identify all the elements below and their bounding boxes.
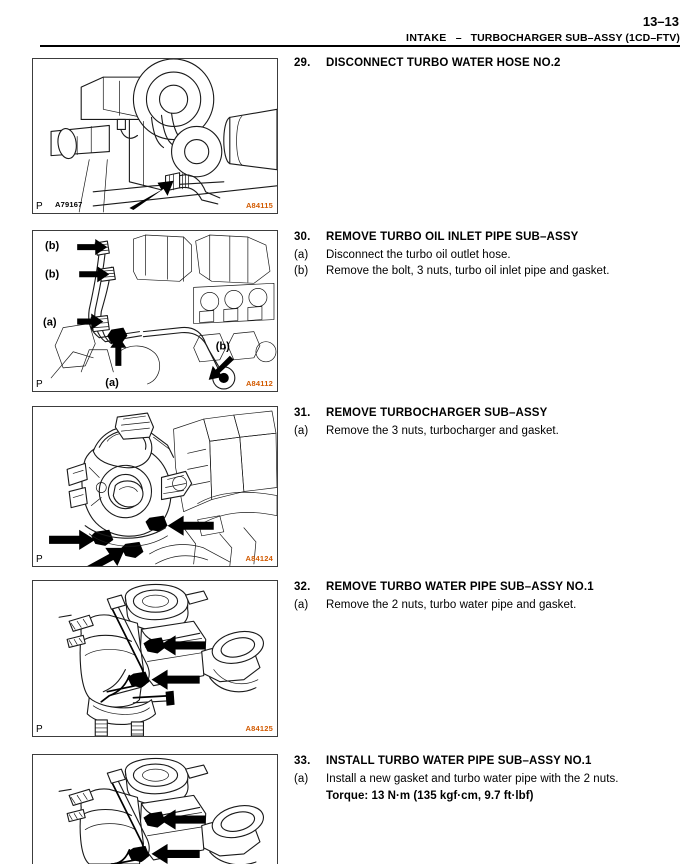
step-heading xyxy=(294,754,687,769)
figure-callout: (b) xyxy=(45,240,60,253)
figure-code-right: A84124 xyxy=(245,554,273,563)
substep-label: (a) xyxy=(294,773,309,785)
figure-callout: (b) xyxy=(45,268,60,281)
substep xyxy=(294,423,687,439)
step-heading xyxy=(294,406,687,421)
figure-code-left: P xyxy=(36,379,43,390)
figure-code-left: P xyxy=(36,554,43,565)
step-number: 29. xyxy=(294,57,311,69)
substep-text: Disconnect the turbo oil outlet hose. xyxy=(326,249,511,261)
substep-label: (a) xyxy=(294,249,309,261)
procedure-steps-container xyxy=(0,56,697,864)
figure-callout: (a) xyxy=(105,376,119,389)
figure-illustration xyxy=(33,59,277,213)
step-number: 32. xyxy=(294,581,311,593)
figure-code-secondary: A79167 xyxy=(55,200,83,209)
figure-illustration xyxy=(33,231,277,391)
substep-text: Remove the bolt, 3 nuts, turbo oil inlet pipe and gasket. xyxy=(326,265,610,277)
step-title: DISCONNECT TURBO WATER HOSE NO.2 xyxy=(326,57,561,69)
header-separator: – xyxy=(455,32,462,44)
step-number: 33. xyxy=(294,755,311,767)
step-row xyxy=(0,56,697,230)
step-instructions xyxy=(294,406,687,439)
figure-callout: (b) xyxy=(215,340,230,353)
figure-panel xyxy=(32,580,278,737)
substep xyxy=(294,597,687,613)
figure-code-right: A84125 xyxy=(245,724,273,733)
header-rule xyxy=(40,45,680,47)
figure-illustration xyxy=(33,755,277,864)
figure-illustration xyxy=(33,407,277,566)
figure-panel xyxy=(32,406,278,567)
substep-text xyxy=(326,771,687,804)
figure-code-left: P xyxy=(36,201,43,212)
step-instructions xyxy=(294,754,687,804)
step-heading xyxy=(294,56,687,71)
substep xyxy=(294,263,687,279)
substep-label: (a) xyxy=(294,599,309,611)
figure-illustration xyxy=(33,581,277,736)
substep xyxy=(294,771,687,804)
step-row xyxy=(0,230,697,406)
substep-text: Remove the 2 nuts, turbo water pipe and gasket. xyxy=(326,599,577,611)
substep xyxy=(294,247,687,263)
substep-sentence: Install a new gasket and turbo water pipe with the 2 nuts. xyxy=(326,773,619,785)
figure-code-right: A84112 xyxy=(245,379,273,388)
figure-code-left: P xyxy=(36,724,43,735)
step-title: REMOVE TURBO OIL INLET PIPE SUB–ASSY xyxy=(326,231,579,243)
step-heading xyxy=(294,580,687,595)
substep-text: Remove the 3 nuts, turbocharger and gasket. xyxy=(326,425,559,437)
step-row xyxy=(0,580,697,754)
substep-label: (a) xyxy=(294,425,309,437)
torque-spec: Torque: 13 N·m (135 kgf·cm, 9.7 ft·lbf) xyxy=(326,790,534,802)
step-title: INSTALL TURBO WATER PIPE SUB–ASSY NO.1 xyxy=(326,755,592,767)
step-instructions xyxy=(294,56,687,73)
step-row xyxy=(0,754,697,864)
step-number: 30. xyxy=(294,231,311,243)
figure-callout: (a) xyxy=(43,316,57,329)
step-number: 31. xyxy=(294,407,311,419)
substep-label: (b) xyxy=(294,265,309,277)
step-row xyxy=(0,406,697,580)
step-heading xyxy=(294,230,687,245)
figure-panel xyxy=(32,230,278,392)
page-header xyxy=(0,32,680,44)
figure-code-right: A84115 xyxy=(245,201,273,210)
step-instructions xyxy=(294,580,687,613)
header-section: INTAKE xyxy=(406,32,447,44)
step-title: REMOVE TURBOCHARGER SUB–ASSY xyxy=(326,407,548,419)
header-title: TURBOCHARGER SUB–ASSY (1CD–FTV) xyxy=(470,32,680,44)
figure-panel xyxy=(32,754,278,864)
page-number: 13–13 xyxy=(642,14,679,29)
figure-panel xyxy=(32,58,278,214)
step-title: REMOVE TURBO WATER PIPE SUB–ASSY NO.1 xyxy=(326,581,594,593)
step-instructions xyxy=(294,230,687,279)
